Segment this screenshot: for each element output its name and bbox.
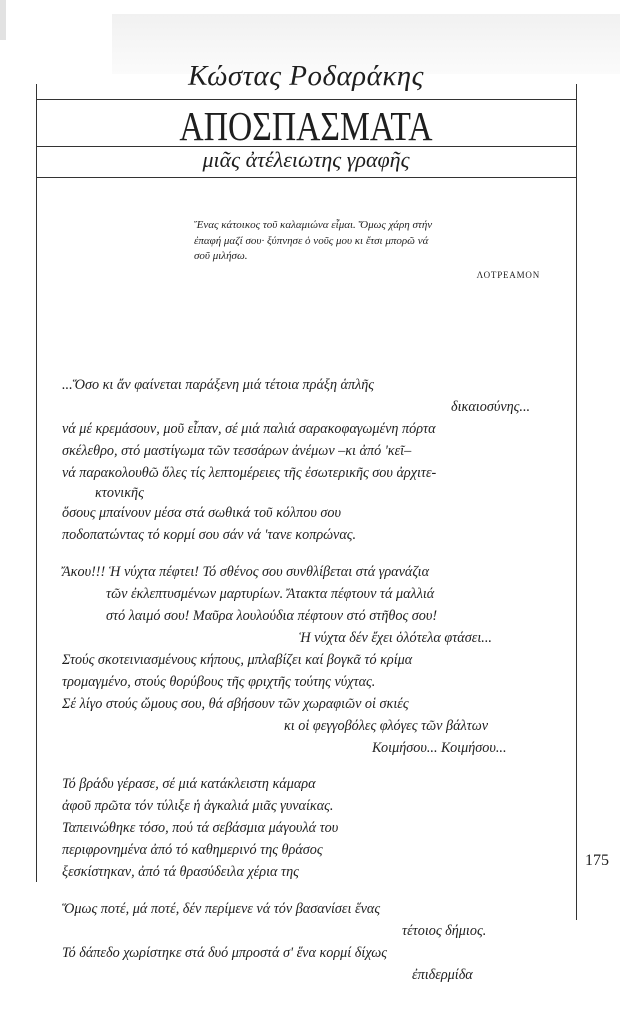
poem-line: Ὅμως ποτέ, μά ποτέ, δέν περίμενε νά τόν βασανίσει ἕνας [62, 901, 381, 917]
epigraph-line: ἐπαφή μαζί σου· ξύπνησε ὁ νοῦς μου κι ἔτσι μπορῶ νά [194, 234, 429, 247]
poem-line: ξεσκίστηκαν, ἀπό τά θρασύδειλα χέρια της [62, 864, 299, 880]
poem-line: ποδοπατώντας τό κορμί σου σάν νά 'τανε κοπρώνας. [62, 527, 357, 543]
poem-line: νά παρακολουθῶ ὅλες τίς λεπτομέρειες τῆς ἐσωτερικῆς σου ἀρχιτε- [62, 465, 437, 481]
page-number: 175 [585, 852, 609, 869]
poem-line: Ἄκου!!! Ἡ νύχτα πέφτει! Τό σθένος σου συνθλίβεται στά γρανάζια [62, 564, 430, 580]
epigraph [194, 218, 542, 265]
poem-line: Τό βράδυ γέρασε, σέ μιά κατάκλειστη κάμαρα [62, 776, 316, 792]
poem-line: ἀφοῦ πρῶτα τόν τύλιξε ἡ ἀγκαλιά μιᾶς γυναίκας. [62, 798, 334, 814]
right-rule [576, 84, 577, 920]
poem-line: ὅσους μπαίνουν μέσα στά σωθικά τοῦ κόλπου σου [62, 505, 342, 521]
poem-line: ...Ὅσο κι ἄν φαίνεται παράξενη μιά τέτοια πράξη ἁπλῆς [62, 377, 375, 393]
epigraph-author: ΛΟΤΡΕΑΜΟΝ [476, 270, 540, 280]
page-subtitle: μιᾶς ἀτέλειωτης γραφῆς [202, 147, 410, 172]
poem-line: σκέλεθρο, στό μαστίγωμα τῶν τεσσάρων ἀνέμων –κι ἀπό 'κεῖ– [62, 443, 412, 459]
poem-line: Στούς σκοτεινιασμένους κήπους, μπλαβίζει καί βογκᾶ τό κρίμα [62, 652, 413, 668]
page-title: ΑΠΟΣΠΑΣΜΑΤΑ [179, 103, 433, 149]
poem-line: Κοιμήσου... Κοιμήσου... [372, 740, 507, 756]
poem-line: τρομαγμένο, στούς θορύβους τῆς φριχτῆς τούτης νύχτας. [62, 674, 376, 690]
poem-line: Ἡ νύχτα δέν ἔχει ὁλότελα φτάσει... [299, 630, 492, 646]
poem-line: Τό δάπεδο χωρίστηκε στά δυό μπροστά σ' ἕνα κορμί δίχως [62, 945, 388, 961]
poem-line: κι οἱ φεγγοβόλες φλόγες τῶν βάλτων [284, 718, 489, 734]
poem-line: δικαιοσύνης... [451, 399, 531, 415]
rule-below-subtitle [36, 177, 576, 178]
poem-line: στό λαιμό σου! Μαῦρα λουλούδια πέφτουν στό στῆθος σου! [106, 608, 438, 624]
left-rule [36, 84, 37, 882]
poem-line: Ταπεινώθηκε τόσο, πού τά σεβάσμια μάγουλά του [62, 820, 339, 836]
poem-line: Σέ λίγο στούς ὤμους σου, θά σβήσουν τῶν χωραφιῶν οἱ σκιές [62, 696, 409, 712]
author-name: Κώστας Ροδαράκης [188, 60, 424, 92]
poem-line: νά μέ κρεμάσουν, μοῦ εἶπαν, σέ μιά παλιά σαρακοφαγωμένη πόρτα [62, 421, 436, 437]
poem-line: τῶν ἐκλεπτυσμένων μαρτυρίων. Ἄτακτα πέφτουν τά μαλλιά [106, 586, 435, 602]
rule-below-author [36, 99, 576, 100]
poem-line: κτονικῆς [95, 485, 144, 501]
poem-line: τέτοιος δήμιος. [402, 923, 487, 939]
poem-line: ἐπιδερμίδα [412, 967, 473, 983]
poem-line: περιφρονημένα ἀπό τό καθημερινό της θράσος [62, 842, 323, 858]
epigraph-line: σοῦ μιλήσω. [194, 250, 248, 262]
epigraph-line: Ἕνας κάτοικος τοῦ καλαμιώνα εἶμαι. Ὅμως χάρη στήν [194, 219, 433, 231]
